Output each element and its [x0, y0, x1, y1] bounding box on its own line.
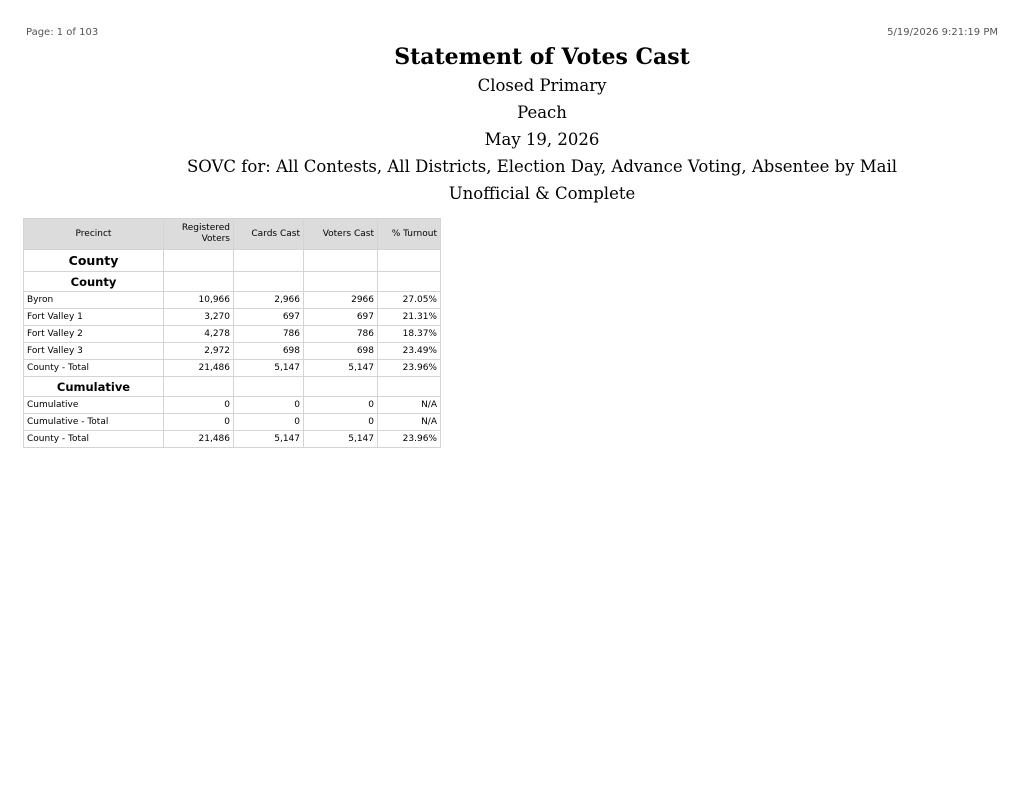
cell-turnout: 27.05% [378, 292, 441, 309]
cell-registered: 3,270 [164, 309, 234, 326]
header-cards-cast: Cards Cast [234, 219, 304, 250]
cell-turnout: N/A [378, 397, 441, 414]
cell-cards: 697 [234, 309, 304, 326]
header-precinct: Precinct [24, 219, 164, 250]
table-row [24, 343, 441, 360]
table-row [24, 309, 441, 326]
page-number: Page: 1 of 103 [26, 27, 99, 38]
cell-registered: 0 [164, 397, 234, 414]
election-name: Closed Primary [477, 76, 607, 95]
header-registered-line2: Voters [201, 234, 230, 244]
cell-voters: 697 [304, 309, 378, 326]
table-row-total [24, 414, 441, 431]
report-status: Unofficial & Complete [448, 184, 636, 203]
table-row-total [24, 360, 441, 377]
header-registered-line1: Registered [181, 223, 230, 233]
empty-cell [378, 272, 441, 292]
cell-registered: 0 [164, 414, 234, 431]
empty-cell [164, 272, 234, 292]
cell-cards: 2,966 [234, 292, 304, 309]
table-row [24, 292, 441, 309]
cell-cards: 786 [234, 326, 304, 343]
empty-cell [304, 272, 378, 292]
cell-turnout: 23.49% [378, 343, 441, 360]
cell-precinct: County - Total [24, 360, 164, 377]
empty-cell [304, 250, 378, 272]
cell-registered: 10,966 [164, 292, 234, 309]
cell-turnout: 23.96% [378, 431, 441, 448]
cell-precinct: Fort Valley 2 [24, 326, 164, 343]
cell-precinct: County - Total [24, 431, 164, 448]
empty-cell [234, 272, 304, 292]
header-registered-voters [164, 219, 234, 250]
group-label: County [24, 250, 164, 272]
cell-turnout: 18.37% [378, 326, 441, 343]
subgroup-row-cumulative [24, 377, 441, 397]
empty-cell [164, 250, 234, 272]
cell-registered: 21,486 [164, 360, 234, 377]
cell-registered: 21,486 [164, 431, 234, 448]
votes-cast-table [23, 218, 441, 448]
report-timestamp: 5/19/2026 9:21:19 PM [887, 27, 998, 38]
cell-precinct: Fort Valley 3 [24, 343, 164, 360]
cell-turnout: 23.96% [378, 360, 441, 377]
cell-voters: 2966 [304, 292, 378, 309]
group-row-county [24, 250, 441, 272]
cell-precinct: Cumulative - Total [24, 414, 164, 431]
subgroup-row-county [24, 272, 441, 292]
empty-cell [164, 377, 234, 397]
cell-voters: 0 [304, 414, 378, 431]
cell-cards: 5,147 [234, 360, 304, 377]
empty-cell [378, 250, 441, 272]
cell-voters: 698 [304, 343, 378, 360]
cell-cards: 698 [234, 343, 304, 360]
cell-precinct: Fort Valley 1 [24, 309, 164, 326]
report-scope: SOVC for: All Contests, All Districts, Election Day, Advance Voting, Absentee by Mail [186, 157, 898, 176]
subgroup-label: Cumulative [24, 377, 164, 397]
cell-registered: 2,972 [164, 343, 234, 360]
cell-cards: 5,147 [234, 431, 304, 448]
empty-cell [304, 377, 378, 397]
cell-cards: 0 [234, 397, 304, 414]
table-row [24, 397, 441, 414]
cell-voters: 786 [304, 326, 378, 343]
header-voters-cast: Voters Cast [304, 219, 378, 250]
cell-voters: 0 [304, 397, 378, 414]
subgroup-label: County [24, 272, 164, 292]
cell-precinct: Cumulative [24, 397, 164, 414]
county-name: Peach [517, 103, 567, 122]
cell-precinct: Byron [24, 292, 164, 309]
report-title: Statement of Votes Cast [394, 44, 690, 70]
cell-voters: 5,147 [304, 431, 378, 448]
report-header [0, 42, 1024, 207]
table-header-row [24, 219, 441, 250]
cell-turnout: N/A [378, 414, 441, 431]
table-row [24, 326, 441, 343]
election-date: May 19, 2026 [484, 130, 600, 149]
empty-cell [234, 377, 304, 397]
empty-cell [378, 377, 441, 397]
cell-registered: 4,278 [164, 326, 234, 343]
cell-cards: 0 [234, 414, 304, 431]
cell-voters: 5,147 [304, 360, 378, 377]
header-turnout: % Turnout [378, 219, 441, 250]
empty-cell [234, 250, 304, 272]
table-row-total [24, 431, 441, 448]
cell-turnout: 21.31% [378, 309, 441, 326]
